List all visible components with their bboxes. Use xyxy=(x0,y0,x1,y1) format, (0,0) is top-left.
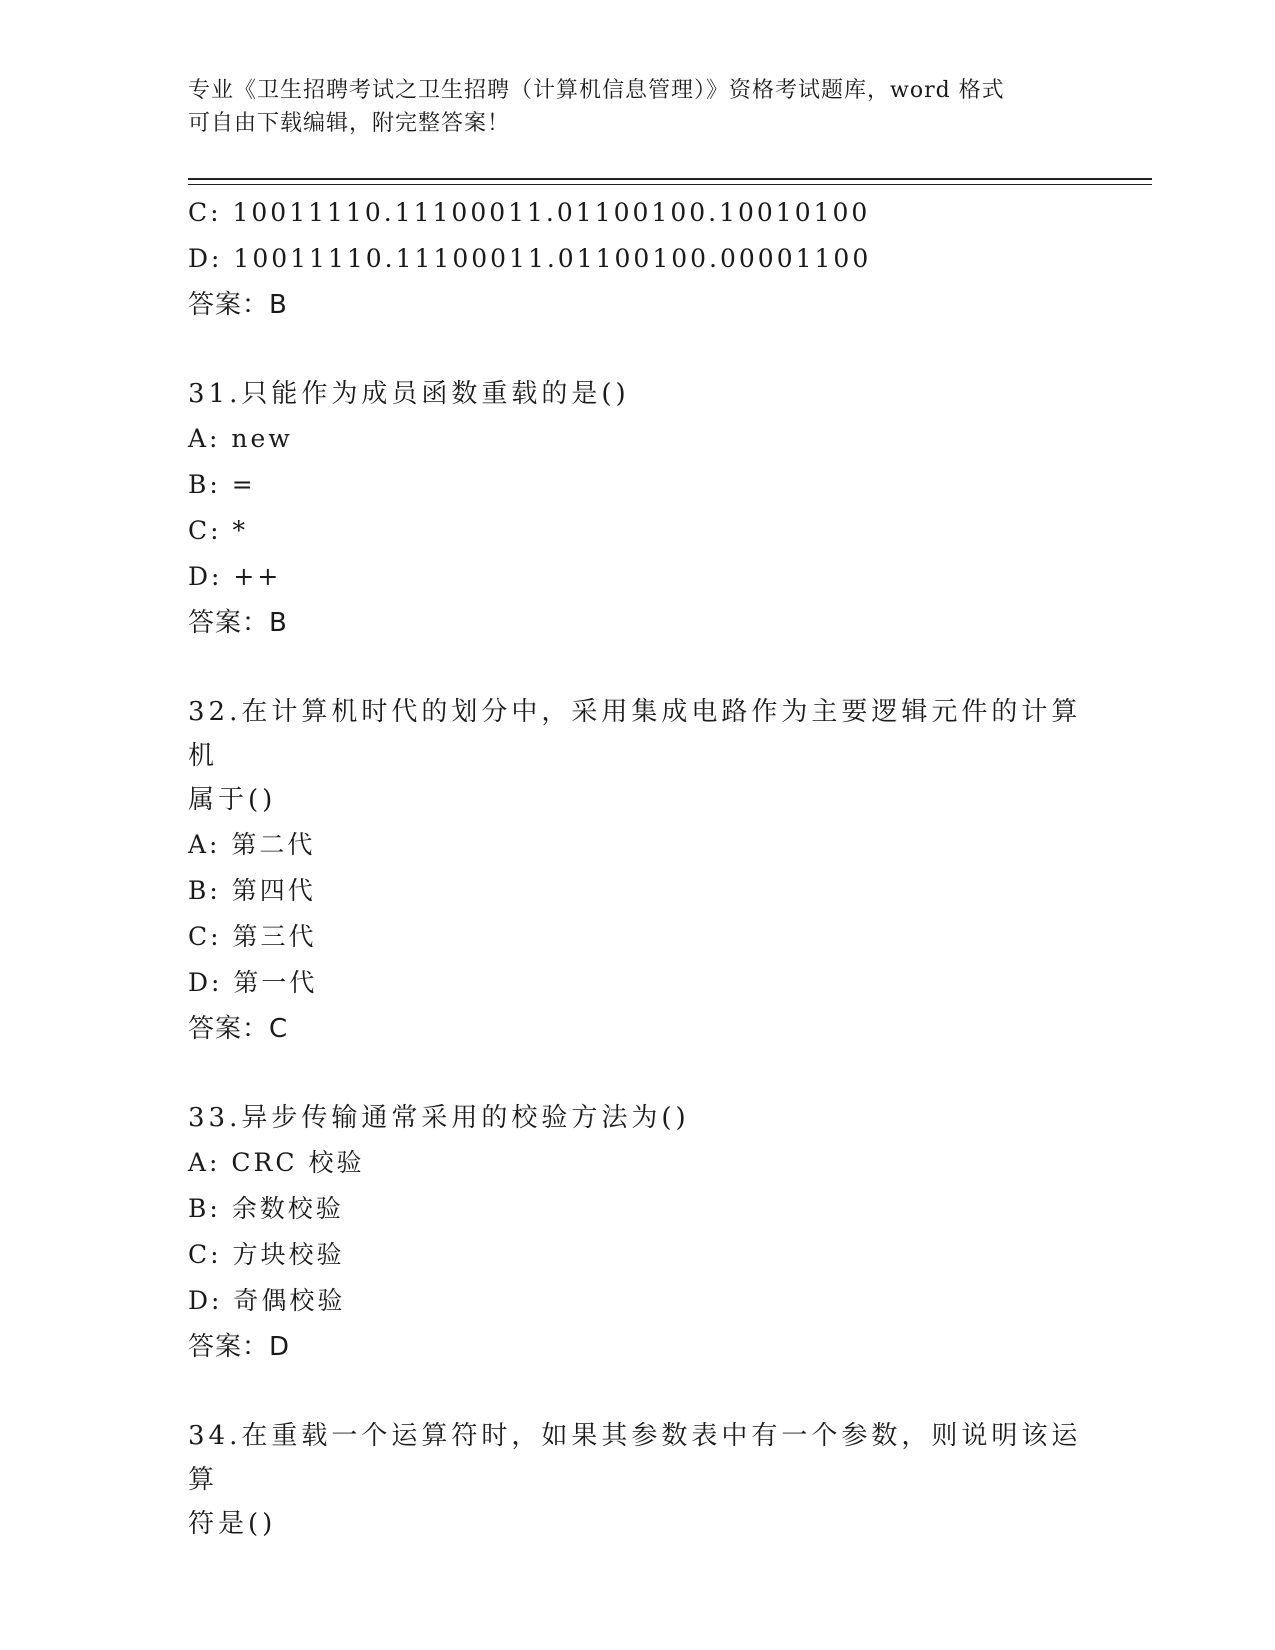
option-a: A: 第二代 xyxy=(188,830,316,859)
question-text: 33.异步传输通常采用的校验方法为() xyxy=(188,1103,690,1133)
question-text-line-2: 符是() xyxy=(188,1509,277,1539)
option-c: C: * xyxy=(188,516,248,545)
header-line-2: 可自由下载编辑，附完整答案！ xyxy=(188,111,511,136)
option-a: A: new xyxy=(188,424,293,453)
option-d: D: 10011110.11100011.01100100.00001100 xyxy=(188,244,872,273)
option-d: D: 奇偶校验 xyxy=(188,1286,346,1315)
question-block-34 xyxy=(188,1414,1088,1546)
answer-label: 答案：D xyxy=(188,1332,291,1362)
question-text-line-1: 32.在计算机时代的划分中，采用集成电路作为主要逻辑元件的计算机 xyxy=(188,697,1082,771)
question-text-line-1: 34.在重载一个运算符时，如果其参数表中有一个参数，则说明该运算 xyxy=(188,1421,1082,1495)
question-block-32 xyxy=(188,690,1088,1052)
answer-label: 答案：B xyxy=(188,290,288,320)
header-divider-thin xyxy=(188,184,1152,185)
question-text-line-2: 属于() xyxy=(188,785,277,815)
option-d: D: ++ xyxy=(188,562,282,591)
option-b: B: 第四代 xyxy=(188,876,316,905)
header-divider xyxy=(188,178,1152,180)
option-c: C: 10011110.11100011.01100100.10010100 xyxy=(188,198,871,227)
option-a: A: CRC 校验 xyxy=(188,1148,365,1177)
question-block-33 xyxy=(188,1096,1088,1370)
option-b: B: 余数校验 xyxy=(188,1194,344,1223)
option-c: C: 方块校验 xyxy=(188,1240,345,1269)
question-text: 31.只能作为成员函数重载的是() xyxy=(188,379,630,409)
answer-label: 答案：B xyxy=(188,608,288,638)
option-b: B: = xyxy=(188,470,256,499)
header-line-1: 专业《卫生招聘考试之卫生招聘（计算机信息管理）》资格考试题库，word 格式 xyxy=(188,78,1005,103)
answer-label: 答案：C xyxy=(188,1014,289,1044)
question-block-30 xyxy=(188,190,1088,328)
document-header xyxy=(188,74,1088,140)
option-d: D: 第一代 xyxy=(188,968,318,997)
option-c: C: 第三代 xyxy=(188,922,317,951)
question-block-31 xyxy=(188,372,1088,646)
question-list xyxy=(188,190,1088,1546)
